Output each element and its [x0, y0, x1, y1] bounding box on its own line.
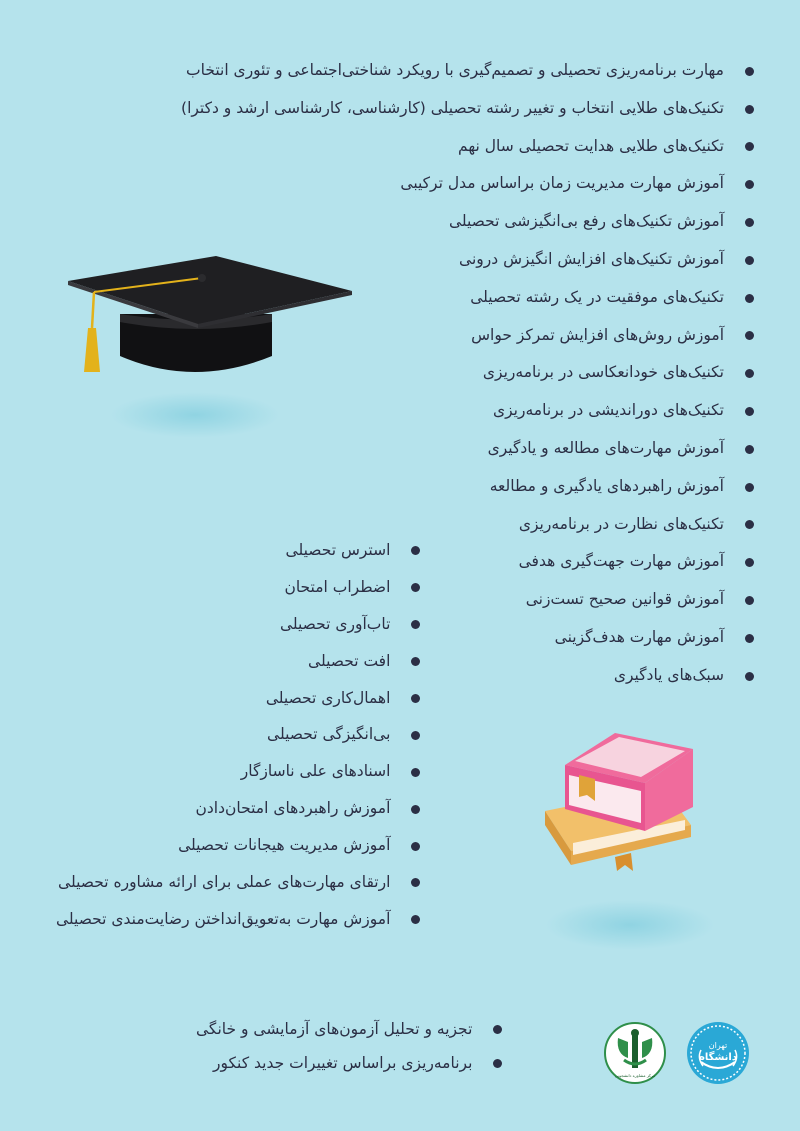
counseling-emblem-icon	[606, 1024, 664, 1082]
bullet-icon	[745, 520, 754, 529]
bullet-icon	[745, 672, 754, 681]
bullet-icon	[745, 142, 754, 151]
list-item: اهمال‌کاری تحصیلی	[56, 680, 426, 717]
bottom-topic-list	[196, 1012, 508, 1080]
list-item: آموزش مهارت‌های مطالعه و یادگیری	[181, 430, 760, 468]
list-item: آموزش مدیریت هیجانات تحصیلی	[56, 827, 426, 864]
list-item: آموزش تکنیک‌های افزایش انگیزش درونی	[181, 241, 760, 279]
list-item: ارتقای مهارت‌های عملی برای ارائه مشاوره تحصیلی	[56, 864, 426, 901]
list-item: آموزش قوانین صحیح تست‌زنی	[181, 581, 760, 619]
bullet-icon	[745, 483, 754, 492]
list-item: آموزش مهارت مدیریت زمان براساس مدل ترکیبی	[181, 165, 760, 203]
list-item: تکنیک‌های طلایی انتخاب و تغییر رشته تحصیلی (کارشناسی، کارشناسی ارشد و دکترا)	[181, 90, 760, 128]
list-item: آموزش راهبردهای امتحان‌دادن	[56, 790, 426, 827]
bullet-icon	[493, 1059, 502, 1068]
left-topic-list	[56, 532, 426, 938]
list-item: تکنیک‌های دوراندیشی در برنامه‌ریزی	[181, 392, 760, 430]
bullet-icon	[745, 67, 754, 76]
list-item: برنامه‌ریزی براساس تغییرات جدید کنکور	[196, 1046, 508, 1080]
book-shadow-glow	[545, 900, 715, 950]
bullet-icon	[411, 805, 420, 814]
bullet-icon	[411, 768, 420, 777]
list-item: تاب‌آوری تحصیلی	[56, 606, 426, 643]
bullet-icon	[745, 331, 754, 340]
bullet-icon	[411, 657, 420, 666]
bullet-icon	[745, 180, 754, 189]
list-item: آموزش روش‌های افزایش تمرکز حواس	[181, 317, 760, 355]
bullet-icon	[411, 731, 420, 740]
list-item: استرس تحصیلی	[56, 532, 426, 569]
bullet-icon	[411, 546, 420, 555]
svg-text:تهران: تهران	[708, 1041, 728, 1050]
bullet-icon	[411, 915, 420, 924]
list-item: تجزیه و تحلیل آزمون‌های آزمایشی و خانگی	[196, 1012, 508, 1046]
bullet-icon	[745, 558, 754, 567]
list-item: آموزش مهارت جهت‌گیری هدفی	[181, 543, 760, 581]
bullet-icon	[411, 694, 420, 703]
university-seal-icon	[687, 1022, 749, 1084]
bullet-icon	[745, 634, 754, 643]
bullet-icon	[493, 1025, 502, 1034]
bullet-icon	[411, 842, 420, 851]
list-item: اسنادهای علی ناسازگار	[56, 753, 426, 790]
list-item: بی‌انگیزگی تحصیلی	[56, 716, 426, 753]
list-item: مهارت برنامه‌ریزی تحصیلی و تصمیم‌گیری با رویکرد شناختی‌اجتماعی و تئوری انتخاب	[181, 52, 760, 90]
list-item: تکنیک‌های طلایی هدایت تحصیلی سال نهم	[181, 128, 760, 166]
list-item: آموزش راهبردهای یادگیری و مطالعه	[181, 468, 760, 506]
svg-text:دانشگاه: دانشگاه	[699, 1052, 737, 1063]
list-item: سبک‌های یادگیری	[181, 657, 760, 695]
list-item: آموزش تکنیک‌های رفع بی‌انگیزشی تحصیلی	[181, 203, 760, 241]
counseling-center-logo	[604, 1022, 666, 1084]
svg-text:مرکز مشاوره دانشجویی: مرکز مشاوره دانشجویی	[614, 1073, 656, 1078]
list-item: آموزش مهارت هدف‌گزینی	[181, 619, 760, 657]
bullet-icon	[745, 596, 754, 605]
university-of-tehran-logo	[687, 1022, 749, 1084]
bullet-icon	[745, 445, 754, 454]
bullet-icon	[745, 105, 754, 114]
bullet-icon	[745, 256, 754, 265]
bullet-icon	[411, 878, 420, 887]
books-icon	[535, 725, 705, 875]
bullet-icon	[411, 620, 420, 629]
bullet-icon	[411, 583, 420, 592]
list-item: تکنیک‌های خودانعکاسی در برنامه‌ریزی	[181, 354, 760, 392]
bullet-icon	[745, 294, 754, 303]
list-item: تکنیک‌های نظارت در برنامه‌ریزی	[181, 506, 760, 544]
list-item: افت تحصیلی	[56, 643, 426, 680]
bullet-icon	[745, 218, 754, 227]
bullet-icon	[745, 369, 754, 378]
list-item: اضطراب امتحان	[56, 569, 426, 606]
list-item: آموزش مهارت به‌تعویق‌انداختن رضایت‌مندی تحصیلی	[56, 901, 426, 938]
list-item: تکنیک‌های موفقیت در یک رشته تحصیلی	[181, 279, 760, 317]
bullet-icon	[745, 407, 754, 416]
